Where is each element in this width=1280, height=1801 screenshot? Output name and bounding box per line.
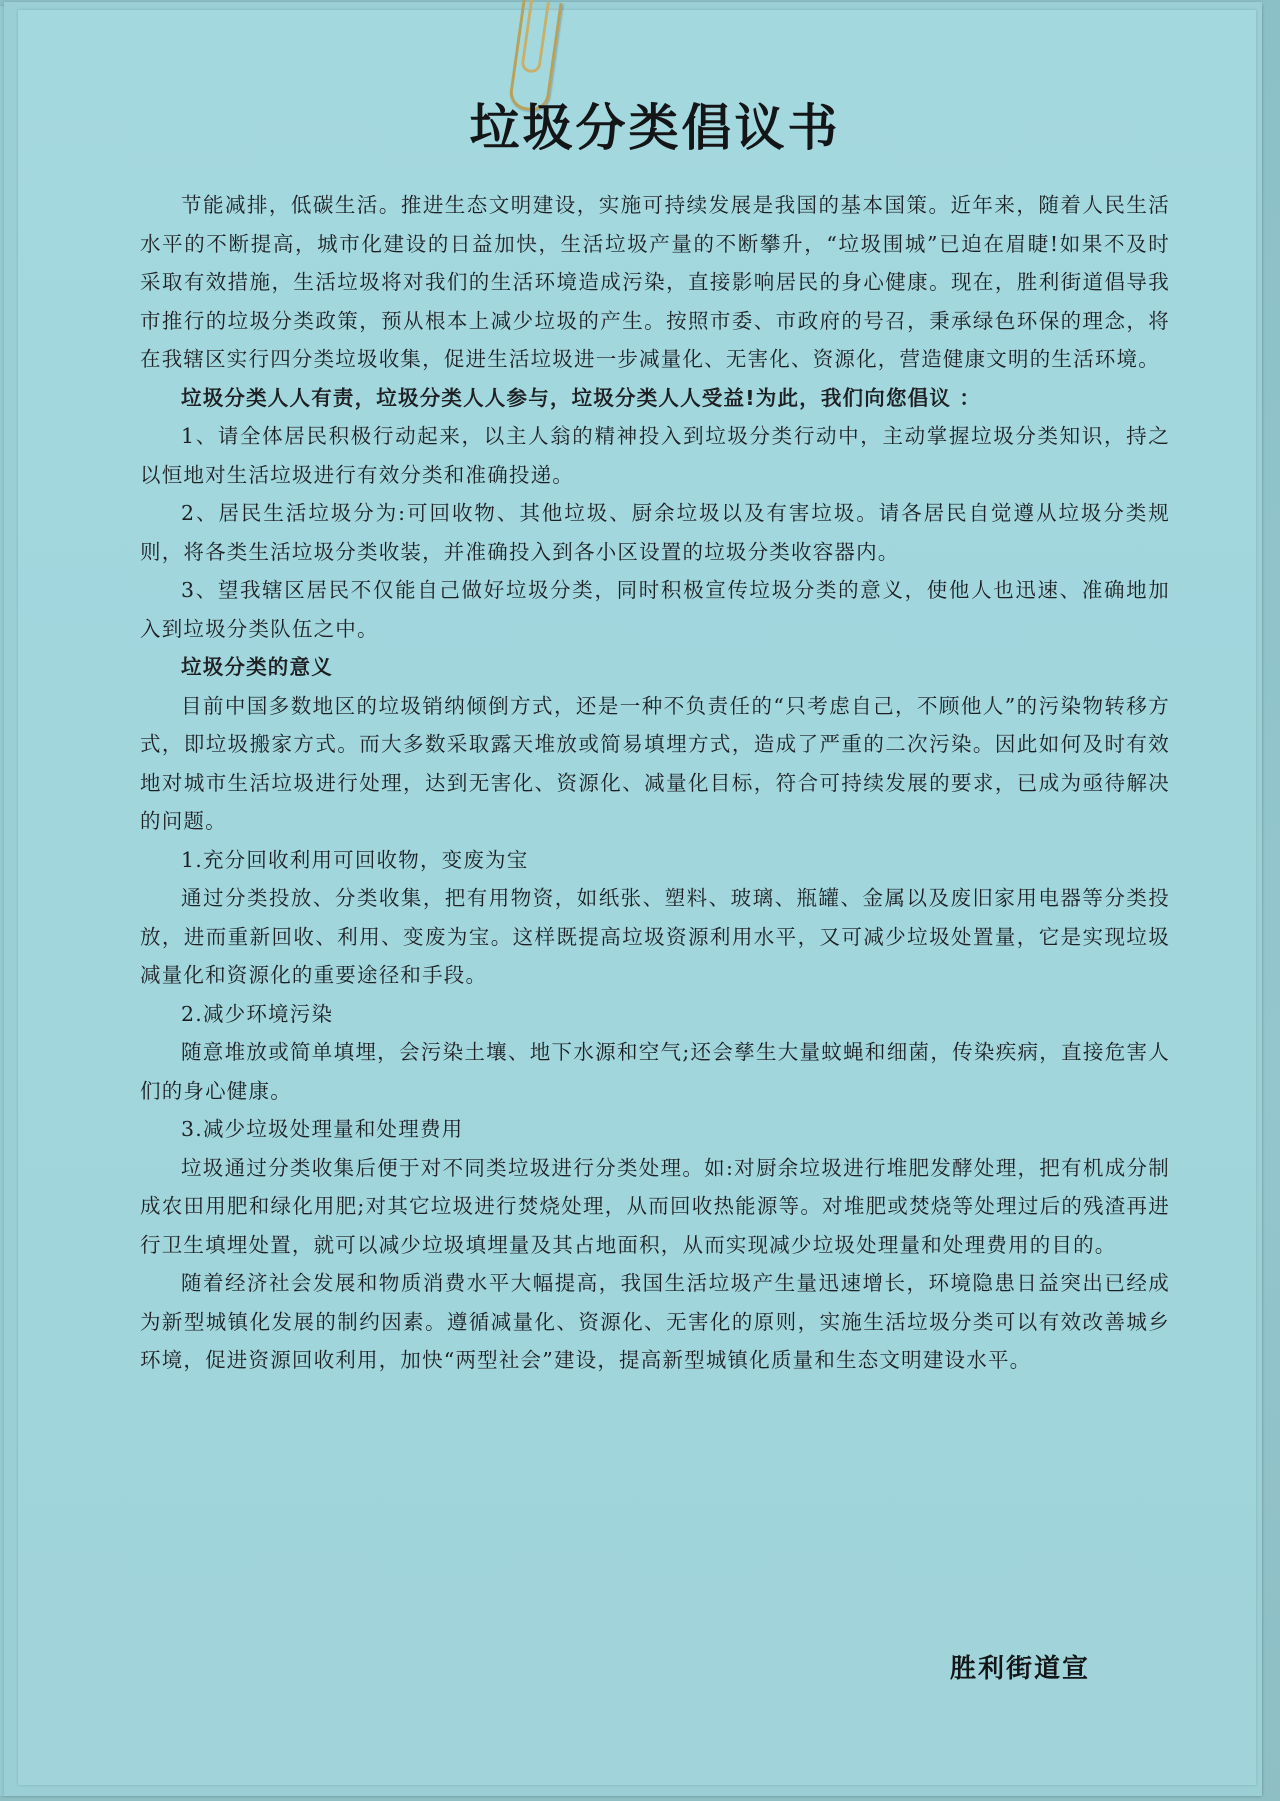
point-1-heading: 1.充分回收利用可回收物，变废为宝 — [181, 847, 529, 872]
closing-paragraph: 随着经济社会发展和物质消费水平大幅提高，我国生活垃圾产生量迅速增长，环境隐患日益突出已经成为新型城镇化发展的制约因素。遵循减量化、资源化、无害化的原则，实施生活垃圾分类可以有效改善城乡环境，促进资源回收利用，加快“两型社会”建设，提高新型城镇化质量和生态文明建设水平。 — [140, 1271, 1170, 1372]
meaning-intro-paragraph: 目前中国多数地区的垃圾销纳倾倒方式，还是一种不负责任的“只考虑自己，不顾他人”的污染物转移方式，即垃圾搬家方式。而大多数采取露天堆放或简易填埋方式，造成了严重的二次污染。因此如何及时有效地对城市生活垃圾进行处理，达到无害化、资源化、减量化目标，符合可持续发展的要求，已成为亟待解决的问题。 — [140, 693, 1170, 833]
call-to-action: 垃圾分类人人有责，垃圾分类人人参与，垃圾分类人人受益!为此，我们向您倡议 ： — [181, 385, 982, 410]
point-2-body: 随意堆放或简单填埋，会污染土壤、地下水源和空气;还会孳生大量蚊蝇和细菌，传染疾病，直接危害人们的身心健康。 — [140, 1040, 1170, 1103]
meaning-heading: 垃圾分类的意义 — [181, 655, 333, 679]
point-3-body: 垃圾通过分类收集后便于对不同类垃圾进行分类处理。如:对厨余垃圾进行堆肥发酵处理，把有机成分制成农田用肥和绿化用肥;对其它垃圾进行焚烧处理，从而回收热能源等。对堆肥或焚烧等处理过后的残渣再进行卫生填埋处置，就可以减少垃圾填埋量及其占地面积，从而实现减少垃圾处理量和处理费用的目的。 — [140, 1155, 1170, 1257]
document-body — [140, 80, 1170, 1380]
point-2-heading: 2.减少环境污染 — [181, 1001, 334, 1026]
proposal-item-3: 3、望我辖区居民不仅能自己做好垃圾分类，同时积极宣传垃圾分类的意义，使他人也迅速、准确地加入到垃圾分类队伍之中。 — [140, 578, 1170, 641]
proposal-item-2: 2、居民生活垃圾分为:可回收物、其他垃圾、厨余垃圾以及有害垃圾。请各居民自觉遵从垃圾分类规则，将各类生活垃圾分类收装，并准确投入到各小区设置的垃圾分类收容器内。 — [140, 501, 1170, 564]
intro-paragraph: 节能减排，低碳生活。推进生态文明建设，实施可持续发展是我国的基本国策。近年来，随着人民生活水平的不断提高，城市化建设的日益加快，生活垃圾产量的不断攀升，“垃圾围城”已迫在眉睫!如果不及时采取有效措施，生活垃圾将对我们的生活环境造成污染，直接影响居民的身心健康。现在，胜利街道倡导我市推行的垃圾分类政策，预从根本上减少垃圾的产生。按照市委、市政府的号召，秉承绿色环保的理念，将在我辖区实行四分类垃圾收集，促进生活垃圾进一步减量化、无害化、资源化，营造健康文明的生活环境。 — [140, 193, 1170, 371]
document-title: 垃圾分类倡议书 — [469, 99, 841, 157]
signature: 胜利街道宣 — [950, 1654, 1091, 1684]
point-1-body: 通过分类投放、分类收集，把有用物资，如纸张、塑料、玻璃、瓶罐、金属以及废旧家用电器等分类投放，进而重新回收、利用、变废为宝。这样既提高垃圾资源利用水平，又可减少垃圾处置量，它是实现垃圾减量化和资源化的重要途径和手段。 — [140, 886, 1170, 987]
point-3-heading: 3.减少垃圾处理量和处理费用 — [181, 1117, 464, 1141]
proposal-item-1: 1、请全体居民积极行动起来，以主人翁的精神投入到垃圾分类行动中，主动掌握垃圾分类知识，持之以恒地对生活垃圾进行有效分类和准确投递。 — [140, 424, 1170, 487]
